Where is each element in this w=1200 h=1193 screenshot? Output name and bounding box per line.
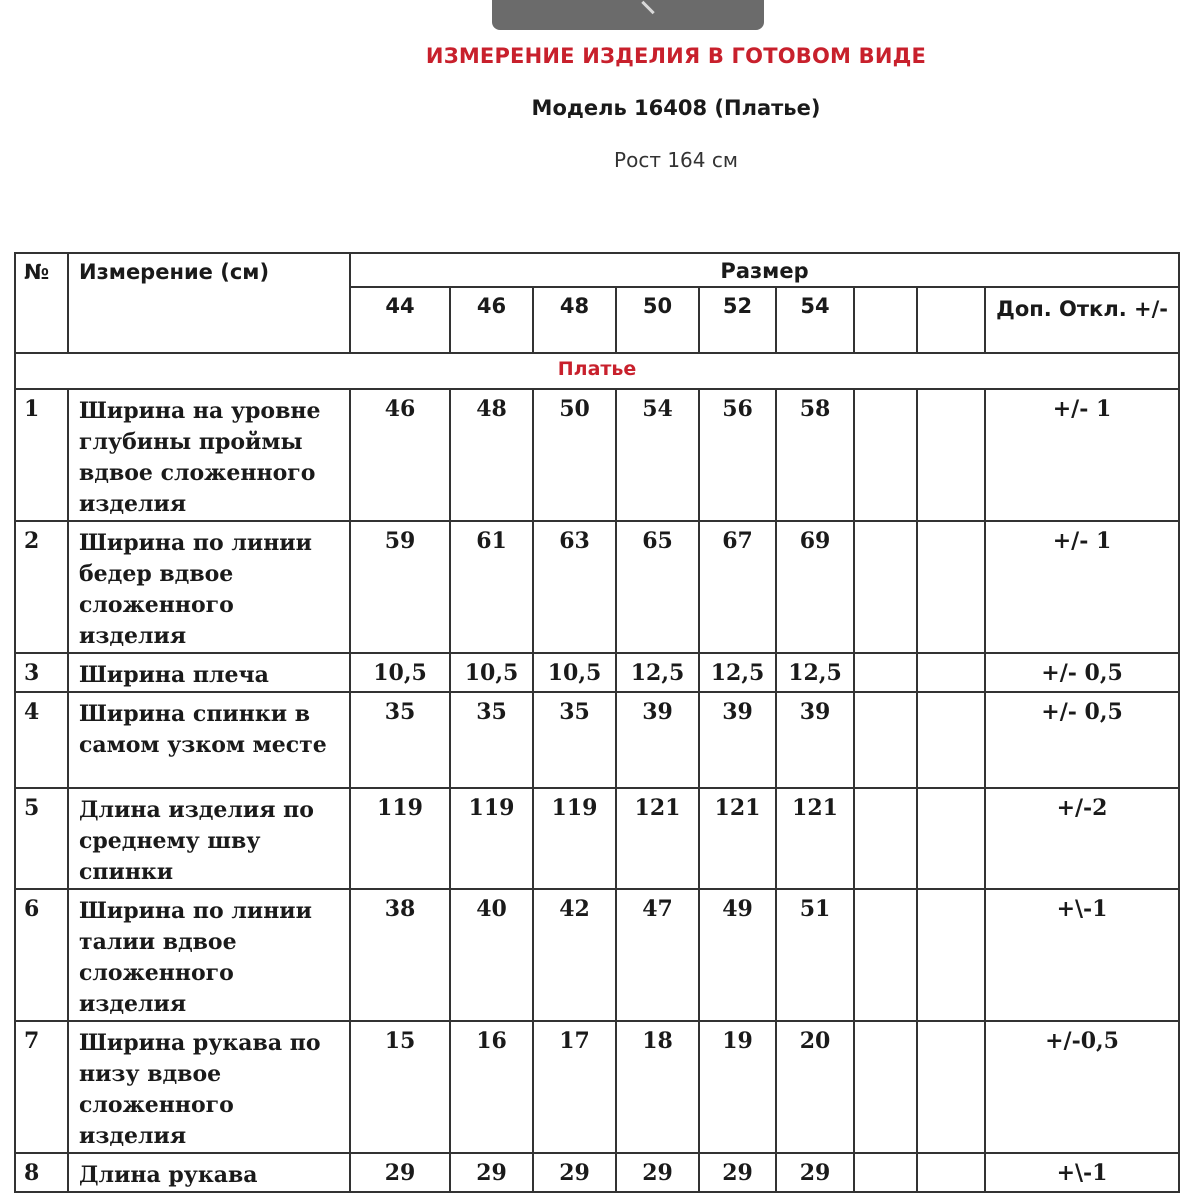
empty-cell: [854, 788, 917, 889]
col-size-group-header: Размер: [350, 253, 1179, 287]
top-tab-bar: [492, 0, 764, 30]
tolerance-value: +/- 1: [985, 521, 1179, 653]
size-value: 48: [450, 389, 533, 521]
size-header-50: 50: [616, 287, 699, 353]
size-value: 35: [533, 692, 616, 788]
size-value: 61: [450, 521, 533, 653]
size-value: 12,5: [616, 653, 699, 692]
size-value: 67: [699, 521, 776, 653]
table-row: [15, 788, 1179, 889]
size-value: 15: [350, 1021, 450, 1153]
empty-cell: [917, 653, 985, 692]
empty-cell: [854, 692, 917, 788]
model-name: Модель 16408 (Платье): [531, 96, 821, 120]
size-value: 29: [350, 1153, 450, 1192]
row-number: 5: [15, 788, 68, 889]
size-value: 119: [350, 788, 450, 889]
size-value: 29: [699, 1153, 776, 1192]
size-value: 16: [450, 1021, 533, 1153]
size-value: 17: [533, 1021, 616, 1153]
size-value: 29: [776, 1153, 854, 1192]
row-number: 1: [15, 389, 68, 521]
size-value: 19: [699, 1021, 776, 1153]
measurement-name: Ширина спинки в самом узком месте: [68, 692, 350, 788]
size-value: 39: [699, 692, 776, 788]
empty-cell: [854, 521, 917, 653]
size-header-46: 46: [450, 287, 533, 353]
table-row: [15, 889, 1179, 1021]
model-height: Рост 164 см: [614, 148, 738, 172]
size-value: 10,5: [450, 653, 533, 692]
empty-cell: [854, 653, 917, 692]
tab-mark-icon: [641, 1, 654, 14]
size-value: 18: [616, 1021, 699, 1153]
size-value: 42: [533, 889, 616, 1021]
row-number: 2: [15, 521, 68, 653]
size-value: 20: [776, 1021, 854, 1153]
size-header-48: 48: [533, 287, 616, 353]
col-tolerance-header: Доп. Откл. +/-: [985, 287, 1179, 353]
size-value: 54: [616, 389, 699, 521]
size-value: 35: [450, 692, 533, 788]
size-value: 121: [616, 788, 699, 889]
tolerance-value: +/-0,5: [985, 1021, 1179, 1153]
measurement-name: Длина изделия по среднему шву спинки: [68, 788, 350, 889]
size-value: 119: [533, 788, 616, 889]
size-value: 65: [616, 521, 699, 653]
empty-cell: [917, 889, 985, 1021]
size-value: 29: [533, 1153, 616, 1192]
empty-cell: [917, 1153, 985, 1192]
size-value: 29: [450, 1153, 533, 1192]
size-value: 12,5: [776, 653, 854, 692]
tolerance-value: +\-1: [985, 1153, 1179, 1192]
col-no-header: №: [15, 253, 68, 353]
size-header-52: 52: [699, 287, 776, 353]
empty-cell: [917, 692, 985, 788]
measurement-name: Ширина рукава по низу вдвое сложенного изделия: [68, 1021, 350, 1153]
header-row-1: [15, 253, 1179, 287]
size-value: 38: [350, 889, 450, 1021]
size-header-44: 44: [350, 287, 450, 353]
row-number: 8: [15, 1153, 68, 1192]
row-number: 4: [15, 692, 68, 788]
size-value: 50: [533, 389, 616, 521]
tolerance-value: +/- 0,5: [985, 653, 1179, 692]
table-row: [15, 389, 1179, 521]
empty-cell: [854, 889, 917, 1021]
section-label: Платье: [15, 353, 1179, 389]
size-value: 56: [699, 389, 776, 521]
empty-size-header: [917, 287, 985, 353]
empty-cell: [917, 1021, 985, 1153]
table-row: [15, 521, 1179, 653]
size-value: 119: [450, 788, 533, 889]
size-value: 69: [776, 521, 854, 653]
measurement-name: Ширина по линии бедер вдвое сложенного изделия: [68, 521, 350, 653]
size-value: 10,5: [350, 653, 450, 692]
size-value: 49: [699, 889, 776, 1021]
size-value: 121: [776, 788, 854, 889]
table-row: [15, 1021, 1179, 1153]
tolerance-value: +\-1: [985, 889, 1179, 1021]
table-row: [15, 1153, 1179, 1192]
size-value: 121: [699, 788, 776, 889]
empty-cell: [854, 389, 917, 521]
tolerance-value: +/- 0,5: [985, 692, 1179, 788]
empty-size-header: [854, 287, 917, 353]
size-value: 51: [776, 889, 854, 1021]
empty-cell: [854, 1153, 917, 1192]
size-value: 58: [776, 389, 854, 521]
size-value: 40: [450, 889, 533, 1021]
empty-cell: [917, 521, 985, 653]
size-value: 29: [616, 1153, 699, 1192]
empty-cell: [854, 1021, 917, 1153]
size-value: 35: [350, 692, 450, 788]
size-value: 10,5: [533, 653, 616, 692]
size-value: 39: [776, 692, 854, 788]
size-value: 63: [533, 521, 616, 653]
document-title: ИЗМЕРЕНИЕ ИЗДЕЛИЯ В ГОТОВОМ ВИДЕ: [425, 44, 927, 68]
empty-cell: [917, 389, 985, 521]
size-value: 47: [616, 889, 699, 1021]
tolerance-value: +/-2: [985, 788, 1179, 889]
size-value: 46: [350, 389, 450, 521]
size-table: [14, 252, 1180, 1193]
size-value: 12,5: [699, 653, 776, 692]
size-value: 59: [350, 521, 450, 653]
empty-cell: [917, 788, 985, 889]
row-number: 7: [15, 1021, 68, 1153]
measurement-name: Длина рукава: [68, 1153, 350, 1192]
size-header-54: 54: [776, 287, 854, 353]
row-number: 3: [15, 653, 68, 692]
table-row: [15, 653, 1179, 692]
size-value: 39: [616, 692, 699, 788]
tolerance-value: +/- 1: [985, 389, 1179, 521]
measurement-name: Ширина на уровне глубины проймы вдвое сложенного изделия: [68, 389, 350, 521]
table-row: [15, 692, 1179, 788]
row-number: 6: [15, 889, 68, 1021]
section-row: [15, 353, 1179, 389]
measurement-name: Ширина по линии талии вдвое сложенного изделия: [68, 889, 350, 1021]
measurement-name: Ширина плеча: [68, 653, 350, 692]
col-measure-header: Измерение (см): [68, 253, 350, 353]
